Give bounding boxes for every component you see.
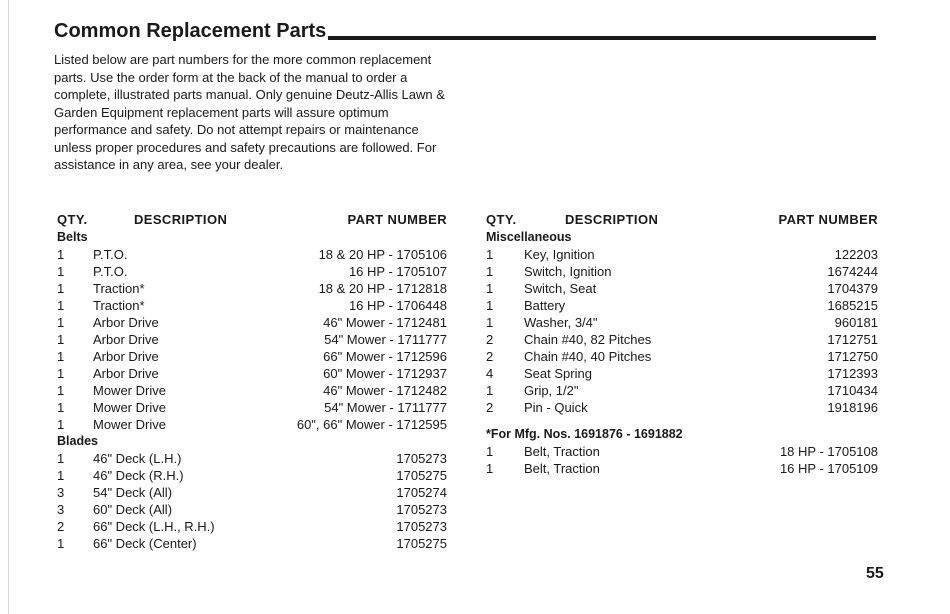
description-cell: Washer, 3/4" (524, 315, 598, 330)
table-row (486, 314, 878, 331)
miscellaneous-list (486, 246, 878, 416)
qty-cell: 1 (486, 315, 494, 330)
qty-cell: 1 (57, 332, 65, 347)
page-edge-line (8, 0, 9, 614)
part-number-cell: 18 HP - 1705108 (779, 444, 878, 459)
qty-cell: 1 (486, 461, 494, 476)
table-row (486, 443, 878, 460)
table-row (57, 450, 447, 467)
description-cell: Belt, Traction (524, 461, 600, 476)
description-cell: 46" Deck (R.H.) (93, 468, 184, 483)
table-row (57, 518, 447, 535)
part-number-cell: 66" Mower - 1712596 (323, 349, 447, 364)
table-row (57, 416, 447, 433)
table-row (57, 263, 447, 280)
part-number-cell: 960181 (834, 315, 878, 330)
table-row (486, 246, 878, 263)
description-cell: Mower Drive (93, 417, 166, 432)
qty-cell: 1 (57, 366, 65, 381)
description-cell: Switch, Seat (524, 281, 597, 296)
part-number-cell: 122203 (834, 247, 878, 262)
table-row (57, 365, 447, 382)
qty-cell: 2 (486, 400, 494, 415)
qty-cell: 1 (486, 264, 494, 279)
description-header: DESCRIPTION (565, 212, 659, 227)
part-number-cell: 1705273 (396, 519, 447, 534)
qty-cell: 1 (57, 298, 65, 313)
part-number-cell: 46" Mower - 1712481 (323, 315, 447, 330)
qty-cell: 2 (486, 349, 494, 364)
parts-table-right (486, 212, 878, 477)
table-row (486, 382, 878, 399)
description-cell: 46" Deck (L.H.) (93, 451, 182, 466)
table-row (57, 280, 447, 297)
part-number-cell: 1705274 (396, 485, 447, 500)
qty-cell: 1 (57, 349, 65, 364)
table-row (486, 263, 878, 280)
description-cell: Belt, Traction (524, 444, 600, 459)
qty-header: QTY. (57, 212, 88, 227)
qty-cell: 1 (57, 264, 65, 279)
page-title: Common Replacement Parts (54, 20, 327, 42)
qty-cell: 2 (57, 519, 65, 534)
part-number-cell: 16 HP - 1706448 (348, 298, 447, 313)
qty-cell: 1 (57, 315, 65, 330)
part-number-cell: 1712393 (827, 366, 878, 381)
qty-cell: 1 (486, 247, 494, 262)
qty-cell: 1 (57, 451, 65, 466)
qty-header: QTY. (486, 212, 517, 227)
table-row (57, 501, 447, 518)
table-row (57, 535, 447, 552)
heading-row (54, 20, 876, 42)
table-row (57, 331, 447, 348)
description-cell: 66" Deck (L.H., R.H.) (93, 519, 215, 534)
description-cell: Chain #40, 40 Pitches (524, 349, 652, 364)
table-row (57, 399, 447, 416)
qty-cell: 3 (57, 502, 65, 517)
part-number-cell: 1705275 (396, 536, 447, 551)
description-cell: Switch, Ignition (524, 264, 612, 279)
part-number-cell: 1705273 (396, 502, 447, 517)
part-number-cell: 1674244 (827, 264, 878, 279)
part-number-header: PART NUMBER (347, 212, 447, 227)
part-number-cell: 60", 66" Mower - 1712595 (296, 417, 447, 432)
part-number-cell: 16 HP - 1705107 (348, 264, 447, 279)
table-row (486, 399, 878, 416)
qty-cell: 1 (57, 281, 65, 296)
table-row (57, 297, 447, 314)
description-cell: 54" Deck (All) (93, 485, 173, 500)
part-number-cell: 60" Mower - 1712937 (323, 366, 447, 381)
table-row (57, 314, 447, 331)
description-cell: Pin - Quick (524, 400, 588, 415)
blades-list (57, 450, 447, 552)
qty-cell: 1 (57, 536, 65, 551)
belts-list (57, 246, 447, 433)
table-row (57, 246, 447, 263)
table-row (486, 460, 878, 477)
qty-cell: 2 (486, 332, 494, 347)
qty-cell: 3 (57, 485, 65, 500)
intro-paragraph: Listed below are part numbers for the more common replacement parts. Use the order form at the back of the manual to order a complete, illustrated parts manual. Only genuine Deutz-Allis Lawn & Garden Equipment replacement parts will assure optimum performance and safety. Do not attempt repairs or maintenance unless proper procedures and safety precautions are followed. For assistance in any area, see your dealer. (54, 52, 445, 172)
column-header-left (57, 212, 447, 229)
description-cell: Arbor Drive (93, 349, 159, 364)
qty-cell: 1 (57, 383, 65, 398)
heading-rule (328, 36, 876, 40)
description-cell: Arbor Drive (93, 332, 159, 347)
description-cell: P.T.O. (93, 264, 128, 279)
table-row (486, 365, 878, 382)
qty-cell: 1 (57, 417, 65, 432)
table-row (486, 280, 878, 297)
table-row (57, 382, 447, 399)
part-number-cell: 54" Mower - 1711777 (324, 400, 447, 415)
description-cell: Arbor Drive (93, 366, 159, 381)
table-row (486, 348, 878, 365)
description-cell: 66" Deck (Center) (93, 536, 197, 551)
part-number-cell: 1705273 (396, 451, 447, 466)
page-number: 55 (866, 565, 884, 582)
mfg-list (486, 443, 878, 477)
qty-cell: 1 (486, 383, 494, 398)
description-cell: Mower Drive (93, 400, 166, 415)
part-number-cell: 1710434 (827, 383, 878, 398)
description-cell: Traction* (93, 281, 145, 296)
description-cell: 60" Deck (All) (93, 502, 173, 517)
part-number-cell: 54" Mower - 1711777 (324, 332, 447, 347)
section-title-belts: Belts (57, 230, 88, 244)
table-row (57, 348, 447, 365)
part-number-cell: 1705275 (396, 468, 447, 483)
description-cell: Seat Spring (524, 366, 592, 381)
description-header: DESCRIPTION (134, 212, 228, 227)
part-number-cell: 16 HP - 1705109 (779, 461, 878, 476)
parts-table-left (57, 212, 447, 552)
qty-cell: 1 (57, 468, 65, 483)
part-number-header: PART NUMBER (778, 212, 878, 227)
section-title-blades: Blades (57, 434, 98, 448)
description-cell: Traction* (93, 298, 145, 313)
part-number-cell: 18 & 20 HP - 1712818 (318, 281, 447, 296)
part-number-cell: 1704379 (827, 281, 878, 296)
section-title-mfg-numbers: *For Mfg. Nos. 1691876 - 1691882 (486, 427, 683, 441)
section-title-miscellaneous: Miscellaneous (486, 230, 572, 244)
part-number-cell: 1918196 (827, 400, 878, 415)
description-cell: Mower Drive (93, 383, 166, 398)
qty-cell: 4 (486, 366, 494, 381)
table-row (486, 297, 878, 314)
qty-cell: 1 (486, 444, 494, 459)
description-cell: Key, Ignition (524, 247, 595, 262)
part-number-cell: 1712750 (827, 349, 878, 364)
part-number-cell: 18 & 20 HP - 1705106 (318, 247, 447, 262)
part-number-cell: 1712751 (827, 332, 878, 347)
qty-cell: 1 (57, 247, 65, 262)
description-cell: Grip, 1/2" (524, 383, 579, 398)
part-number-cell: 46" Mower - 1712482 (323, 383, 447, 398)
table-row (57, 467, 447, 484)
part-number-cell: 1685215 (827, 298, 878, 313)
table-row (486, 331, 878, 348)
description-cell: P.T.O. (93, 247, 128, 262)
table-row (57, 484, 447, 501)
column-header-right (486, 212, 878, 229)
description-cell: Chain #40, 82 Pitches (524, 332, 652, 347)
description-cell: Arbor Drive (93, 315, 159, 330)
qty-cell: 1 (486, 281, 494, 296)
qty-cell: 1 (486, 298, 494, 313)
description-cell: Battery (524, 298, 566, 313)
qty-cell: 1 (57, 400, 65, 415)
